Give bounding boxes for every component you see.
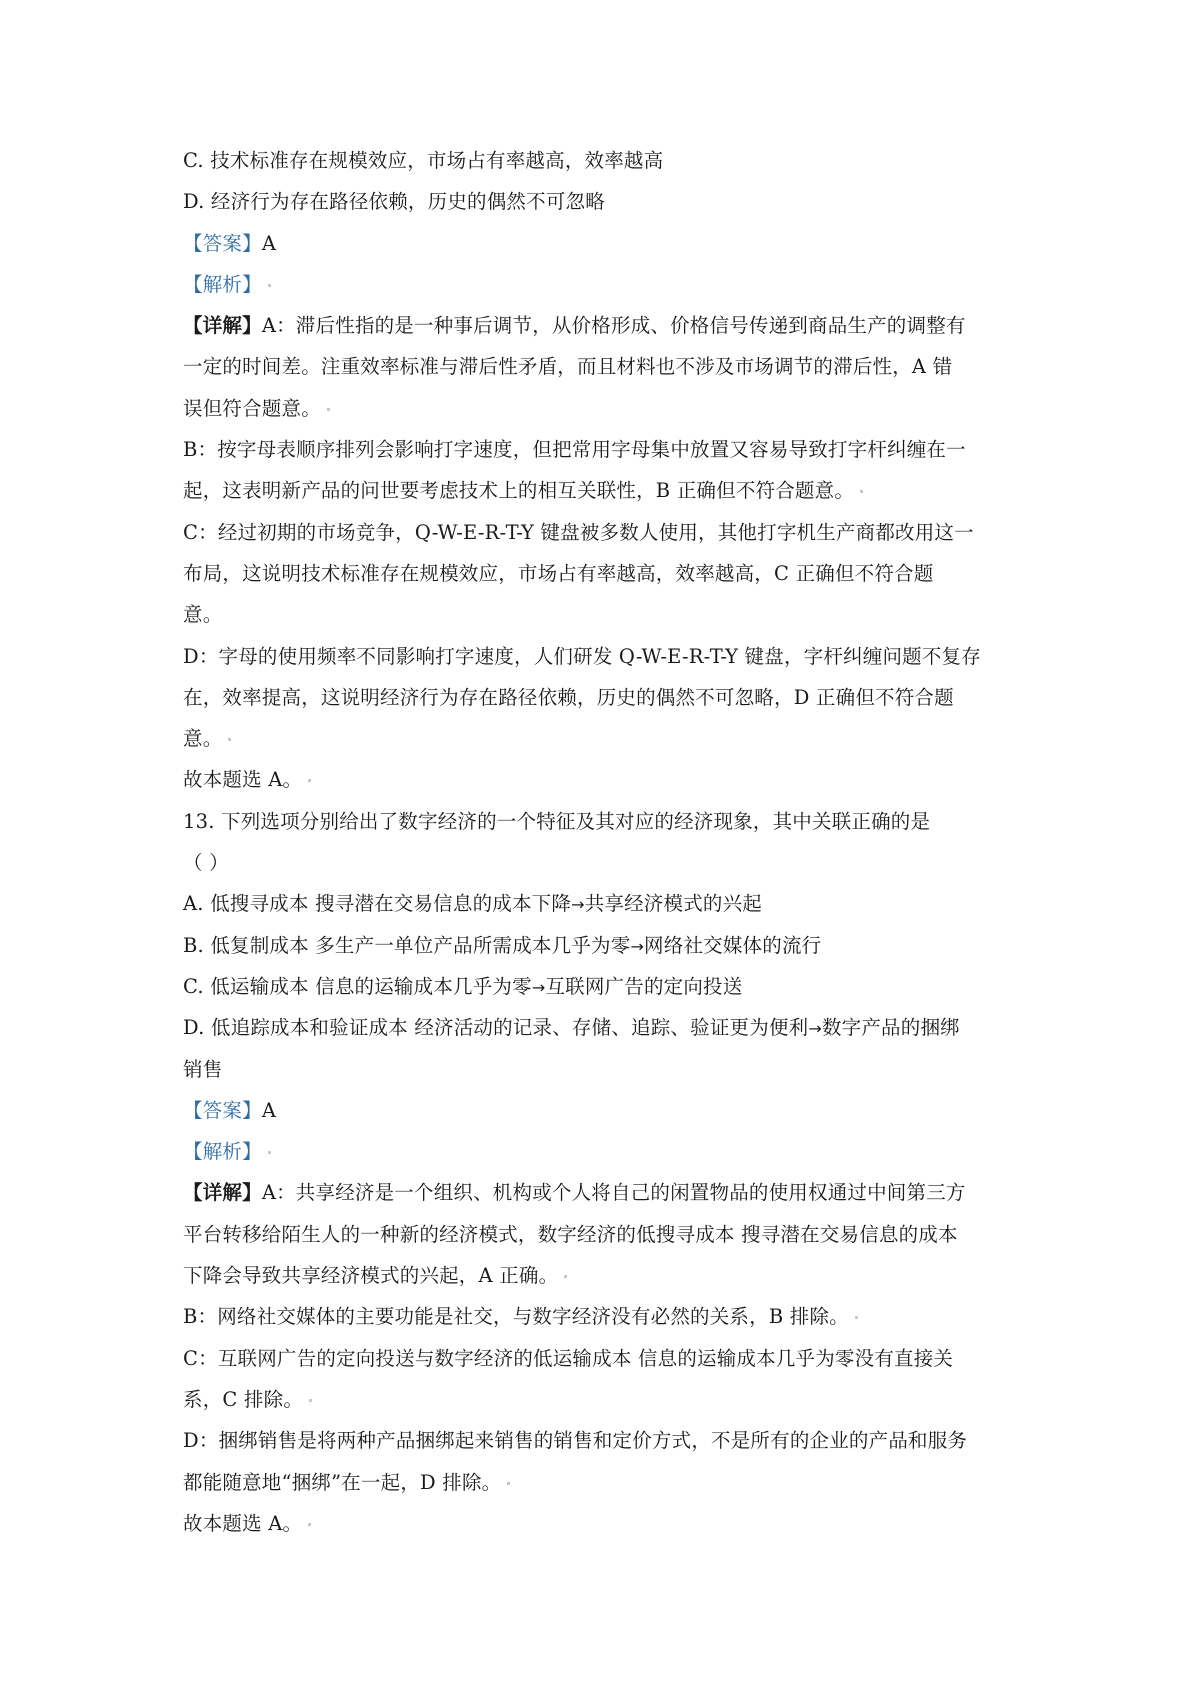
q12-detail-a-line1	[183, 305, 1033, 346]
analysis-tag: 【解析】	[183, 272, 262, 296]
option-text: 网络社交媒体的流行	[644, 933, 822, 957]
detail-text: 意。	[183, 727, 223, 751]
q13-detail-b-line1	[183, 1296, 1033, 1337]
q13-analysis	[183, 1131, 1033, 1172]
q13-detail-d-line1: D：捆绑销售是将两种产品捆绑起来销售的销售和定价方式，不是所有的企业的产品和服务	[183, 1429, 968, 1453]
q13-stem-line2: （ ）	[183, 851, 229, 875]
paragraph-mark	[308, 1523, 311, 1526]
option-text: A. 低搜寻成本 搜寻潜在交易信息的成本下降	[183, 892, 572, 916]
q12-detail-a-line3	[183, 388, 1033, 429]
q13-detail-a-line1	[183, 1172, 1033, 1213]
q13-stem-line1: 13. 下列选项分别给出了数字经济的一个特征及其对应的经济现象，其中关联正确的是	[183, 809, 931, 833]
detail-text: B：网络社交媒体的主要功能是社交，与数字经济没有必然的关系，B 排除。	[183, 1305, 849, 1329]
q12-option-d: D. 经济行为存在路径依赖，历史的偶然不可忽略	[183, 190, 605, 214]
q13-detail-c-line2	[183, 1379, 1033, 1420]
paragraph-mark	[327, 408, 330, 411]
q13-option-b	[183, 925, 1033, 966]
q12-detail-c-line2: 布局，这说明技术标准存在规模效应，市场占有率越高，效率越高，C 正确但不符合题	[183, 561, 934, 585]
conclusion-text: 故本题选 A。	[183, 768, 303, 792]
option-text: C. 低运输成本 信息的运输成本几乎为零	[183, 974, 532, 998]
q12-detail-d-line1: D：字母的使用频率不同影响打字速度，人们研发 Q-W-E-R-T-Y 键盘，字杆纠缠问题不复存	[183, 644, 981, 668]
q13-detail-a-line3	[183, 1255, 1033, 1296]
detail-text: A：共享经济是一个组织、机构或个人将自己的闲置物品的使用权通过中间第三方	[261, 1181, 966, 1205]
paragraph-mark	[507, 1482, 510, 1485]
q13-option-d-line1	[183, 1007, 1033, 1048]
q12-detail-b-line1: B：按字母表顺序排列会影响打字速度，但把常用字母集中放置又容易导致打字杆纠缠在一	[183, 438, 966, 462]
q12-detail-c-line1: C：经过初期的市场竞争，Q-W-E-R-T-Y 键盘被多数人使用，其他打字机生产商都改用这一	[183, 520, 974, 544]
arrow-icon: →	[808, 1019, 822, 1039]
arrow-icon: →	[571, 895, 585, 915]
arrow-icon: →	[531, 977, 546, 997]
q13-answer	[183, 1090, 1033, 1131]
paragraph-mark	[564, 1275, 567, 1278]
q13-option-c	[183, 966, 1033, 1007]
answer-value: A	[261, 231, 277, 255]
q13-option-d-line2: 销售	[183, 1057, 223, 1081]
q13-detail-d-line2	[183, 1462, 1033, 1503]
q12-conclusion	[183, 759, 1033, 800]
option-text: 数字产品的捆绑	[821, 1016, 960, 1040]
paragraph-mark	[228, 738, 231, 741]
paragraph-mark	[268, 284, 271, 287]
paragraph-mark	[309, 1399, 312, 1402]
option-text: D. 低追踪成本和验证成本 经济活动的记录、存储、追踪、验证更为便利	[183, 1016, 809, 1040]
q12-analysis	[183, 264, 1033, 305]
q13-detail-c-line1: C：互联网广告的定向投送与数字经济的低运输成本 信息的运输成本几乎为零没有直接关	[183, 1346, 954, 1370]
conclusion-text: 故本题选 A。	[183, 1511, 303, 1535]
analysis-tag: 【解析】	[183, 1140, 262, 1164]
q12-detail-a-line2: 一定的时间差。注重效率标准与滞后性矛盾，而且材料也不涉及市场调节的滞后性，A 错	[183, 355, 953, 379]
option-text: 互联网广告的定向投送	[545, 974, 743, 998]
paragraph-mark	[855, 1316, 858, 1319]
q12-option-c: C. 技术标准存在规模效应，市场占有率越高，效率越高	[183, 149, 664, 172]
option-text: B. 低复制成本 多生产一单位产品所需成本几乎为零	[183, 933, 631, 957]
q12-detail-b-line2	[183, 470, 1033, 511]
paragraph-mark	[308, 779, 311, 782]
detail-text: 误但符合题意。	[183, 396, 321, 420]
q13-conclusion	[183, 1503, 1033, 1544]
answer-tag: 【答案】	[183, 1098, 262, 1122]
detail-text: 下降会导致共享经济模式的兴起，A 正确。	[183, 1264, 559, 1288]
detail-text: 系，C 排除。	[183, 1387, 304, 1411]
q12-detail-d-line2: 在，效率提高，这说明经济行为存在路径依赖，历史的偶然不可忽略，D 正确但不符合题	[183, 685, 954, 709]
q12-detail-c-line3: 意。	[183, 603, 223, 627]
q13-option-a	[183, 883, 1033, 924]
answer-value: A	[261, 1098, 277, 1122]
answer-tag: 【答案】	[183, 231, 262, 255]
paragraph-mark	[268, 1151, 271, 1154]
detail-text: 起，这表明新产品的问世要考虑技术上的相互关联性，B 正确但不符合题意。	[183, 479, 855, 503]
option-text: 共享经济模式的兴起	[584, 892, 762, 916]
detail-text: A：滞后性指的是一种事后调节，从价格形成、价格信号传递到商品生产的调整有	[261, 314, 966, 338]
q12-detail-d-line3	[183, 718, 1033, 759]
detail-tag: 【详解】	[183, 1181, 262, 1205]
detail-tag: 【详解】	[183, 314, 262, 338]
q13-detail-a-line2: 平台转移给陌生人的一种新的经济模式，数字经济的低搜寻成本 搜寻潜在交易信息的成本	[183, 1222, 958, 1246]
q12-answer	[183, 223, 1033, 264]
paragraph-mark	[860, 490, 863, 493]
arrow-icon: →	[630, 936, 645, 956]
detail-text: 都能随意地“捆绑”在一起，D 排除。	[183, 1470, 502, 1494]
document-body	[183, 140, 1033, 1544]
